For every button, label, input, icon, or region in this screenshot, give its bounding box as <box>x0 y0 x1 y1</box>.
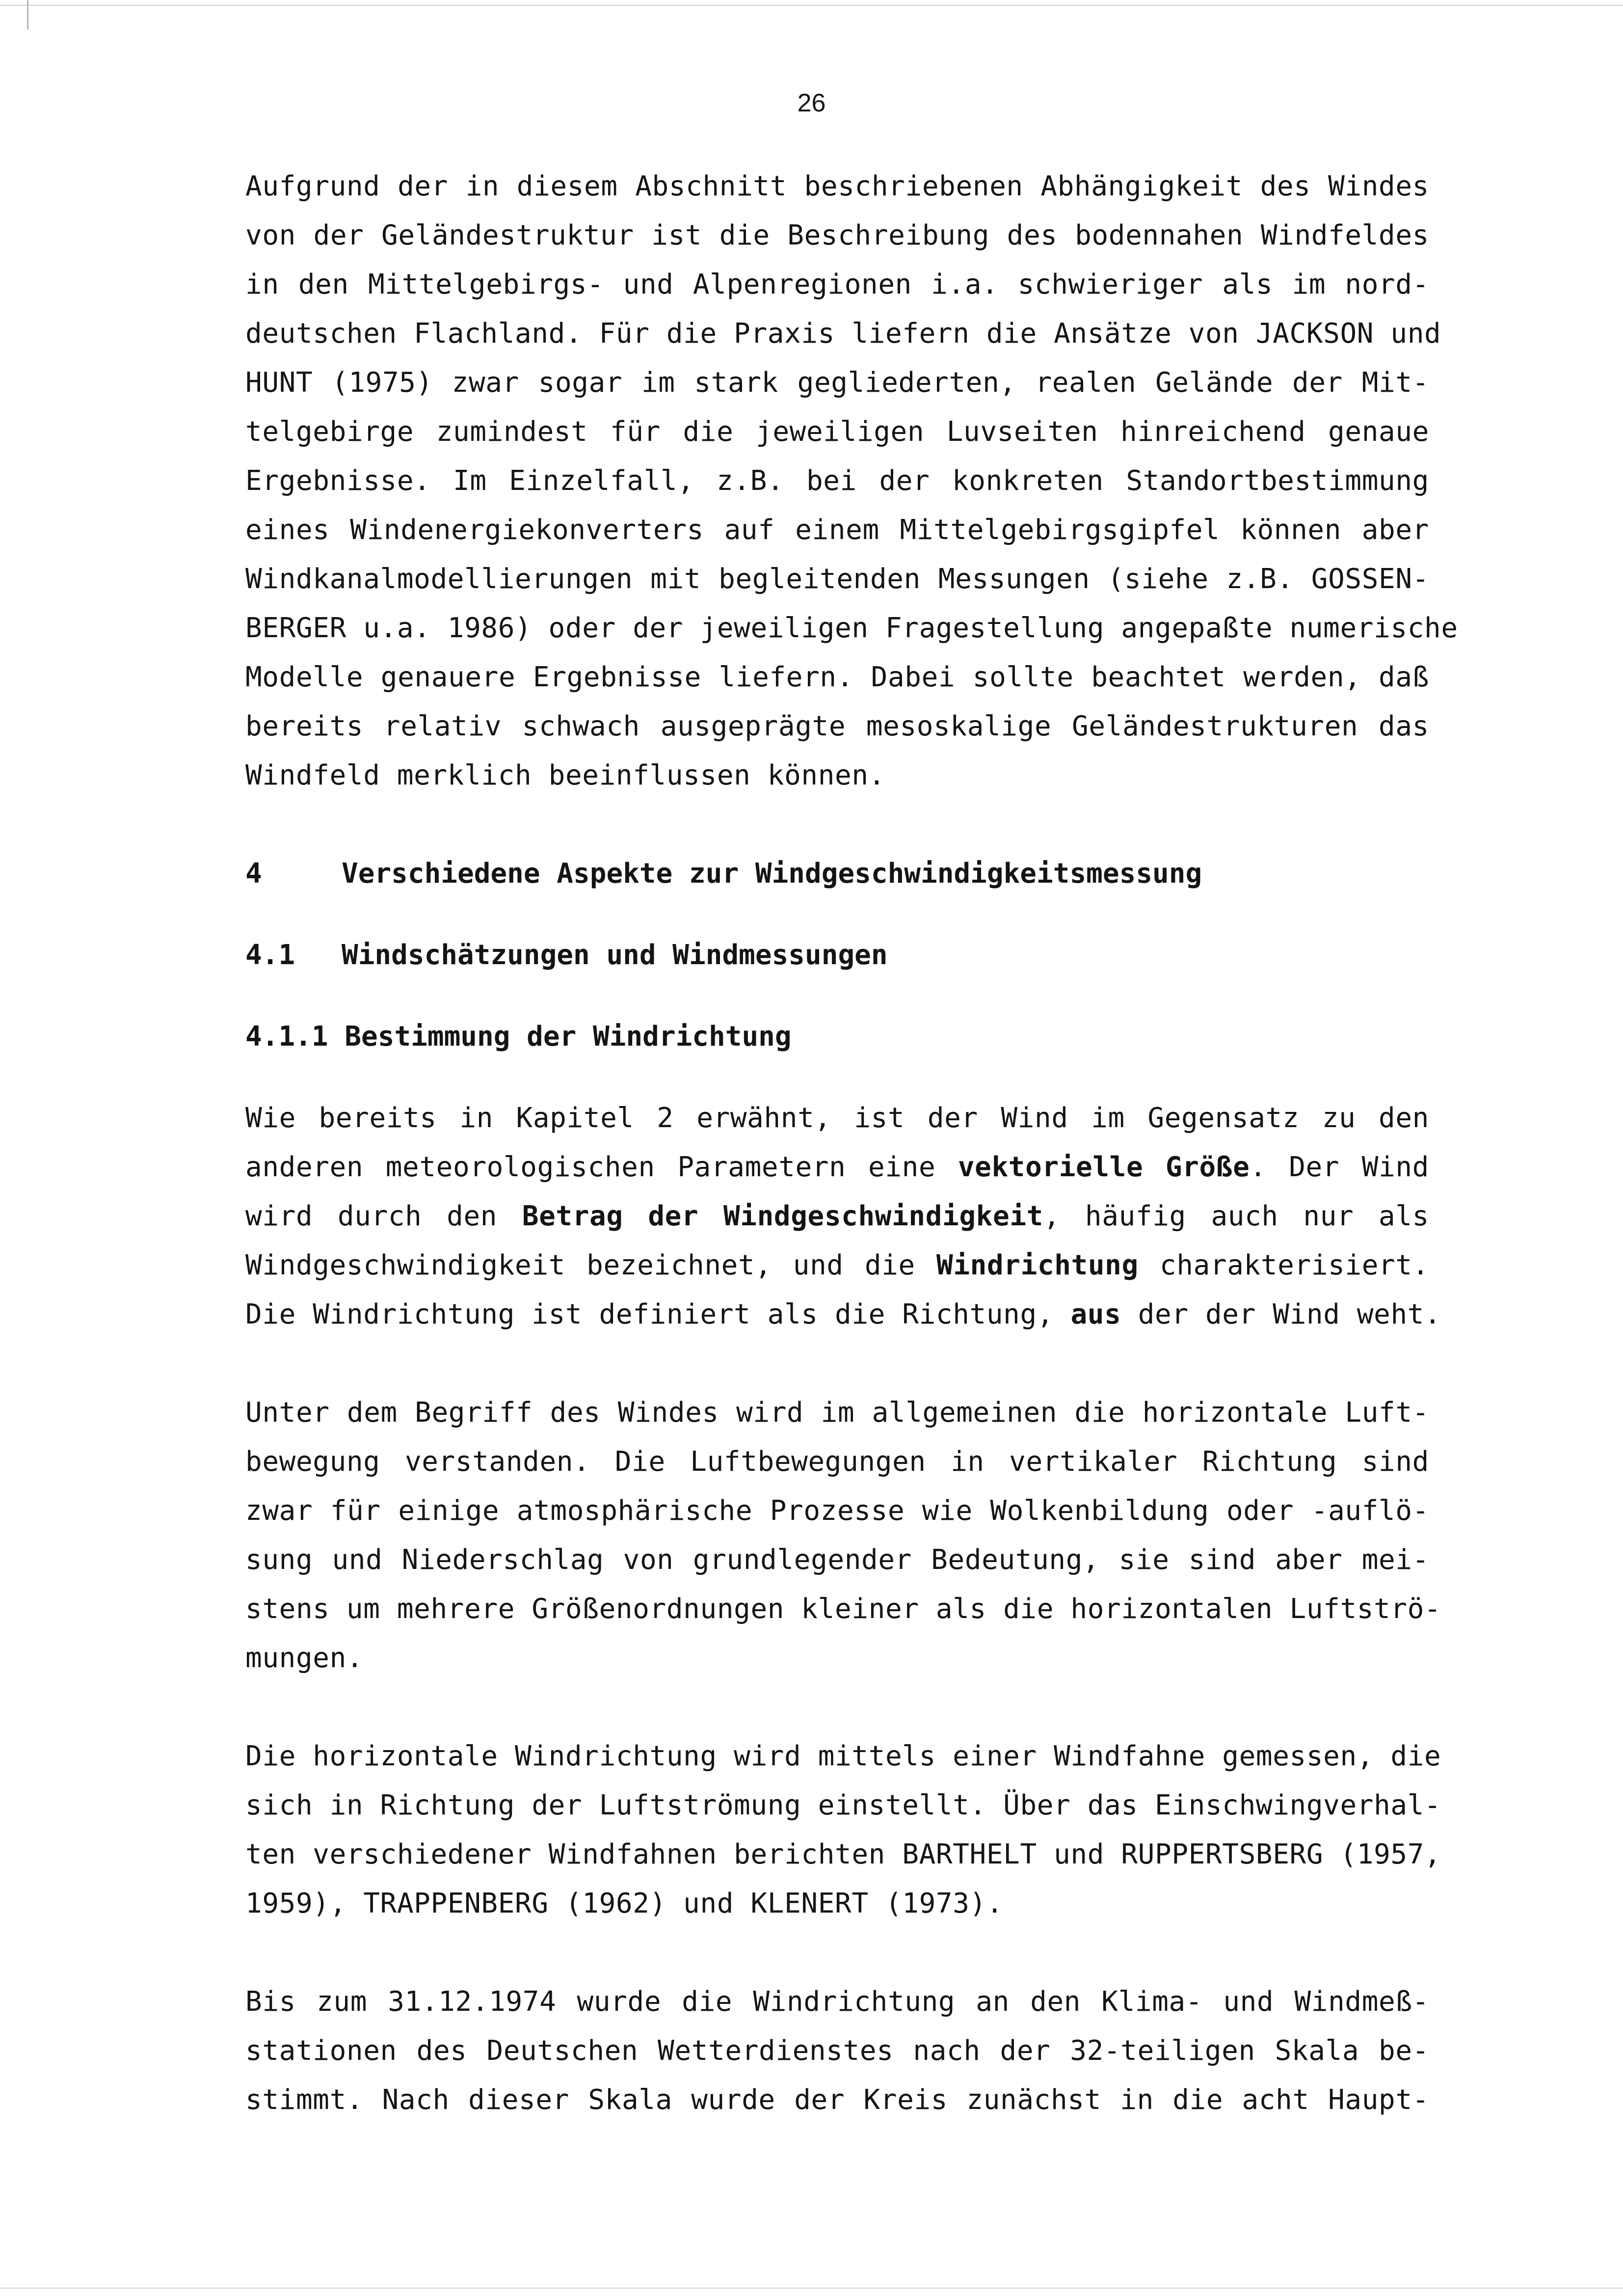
page-number: 26 <box>797 89 826 117</box>
text-line: sich in Richtung der Luftströmung einstellt. Über das Einschwingverhal- <box>245 1789 1441 1821</box>
emphasis-wind-direction: Windrichtung <box>936 1249 1139 1281</box>
text-line <box>245 1241 1429 1290</box>
text-line: Windkanalmodellierungen mit begleitenden Messungen (siehe z.B. GOSSEN- <box>245 563 1429 595</box>
section-heading-4-1-1 <box>245 1012 1429 1061</box>
text-line: bewegung verstanden. Die Luftbewegungen in vertikaler Richtung sind <box>245 1446 1429 1478</box>
emphasis-vector-quantity: vektorielle Größe <box>958 1151 1250 1183</box>
scan-edge-bottom <box>0 2288 1623 2289</box>
text-line: ten verschiedener Windfahnen berichten BARTHELT und RUPPERTSBERG (1957, <box>245 1838 1441 1870</box>
paragraph-32-scale <box>245 1977 1429 2125</box>
text-line: zwar für einige atmosphärische Prozesse wie Wolkenbildung oder -auflö- <box>245 1495 1429 1527</box>
text-line: in den Mittelgebirgs- und Alpenregionen i.a. schwieriger als im nord- <box>245 269 1429 300</box>
scan-edge-left <box>27 0 28 29</box>
paragraph-wind-vector <box>245 1094 1441 1339</box>
text-line: stationen des Deutschen Wetterdienstes nach der 32-teiligen Skala be- <box>245 2035 1429 2067</box>
text-line <box>245 1143 1429 1192</box>
section-number: 4 <box>245 858 262 890</box>
section-title: Bestimmung der Windrichtung <box>345 1021 792 1053</box>
text-line: Windfeld merklich beeinflussen können. <box>245 759 885 791</box>
section-number: 4.1.1 <box>245 1021 328 1053</box>
text-line: mungen. <box>245 1642 364 1674</box>
text-run: der der Wind weht. <box>1138 1298 1441 1330</box>
text-run: charakterisiert. <box>1159 1249 1429 1281</box>
scan-edge-top <box>0 5 1623 6</box>
text-line: Wie bereits in Kapitel 2 erwähnt, ist der Wind im Gegensatz zu den <box>245 1102 1429 1134</box>
text-line: deutschen Flachland. Für die Praxis liefern die Ansätze von JACKSON und <box>245 318 1441 350</box>
text-line: sung und Niederschlag von grundlegender Bedeutung, sie sind aber mei- <box>245 1544 1429 1576</box>
text-line: Modelle genauere Ergebnisse liefern. Dabei sollte beachtet werden, daß <box>245 661 1429 693</box>
paragraph-wind-vane <box>245 1732 1441 1928</box>
page-content <box>245 162 1458 2174</box>
text-run: anderen meteorologischen Parametern eine <box>245 1151 936 1183</box>
text-line <box>245 1290 1441 1339</box>
text-line <box>245 1192 1429 1241</box>
text-run: Die Windrichtung ist definiert als die Richtung, <box>245 1298 1054 1330</box>
text-run: wird durch den <box>245 1200 498 1232</box>
text-line: Ergebnisse. Im Einzelfall, z.B. bei der konkreten Standortbestimmung <box>245 465 1429 497</box>
text-line: stimmt. Nach dieser Skala wurde der Kreis zunächst in die acht Haupt- <box>245 2084 1429 2116</box>
text-run: , häufig auch nur als <box>1043 1200 1429 1232</box>
section-heading-4-1 <box>245 931 1429 980</box>
text-line: von der Geländestruktur ist die Beschreibung des bodennahen Windfeldes <box>245 219 1429 251</box>
text-line: eines Windenergiekonverters auf einem Mittelgebirgsgipfel können aber <box>245 514 1429 546</box>
paragraph-horizontal-motion <box>245 1388 1441 1683</box>
text-run: Windgeschwindigkeit bezeichnet, und die <box>245 1249 915 1281</box>
text-line: 1959), TRAPPENBERG (1962) und KLENERT (1973). <box>245 1888 1004 1919</box>
text-line: telgebirge zumindest für die jeweiligen Luvseiten hinreichend genaue <box>245 416 1429 448</box>
text-line: Unter dem Begriff des Windes wird im allgemeinen die horizontale Luft- <box>245 1397 1429 1429</box>
text-run: . Der Wind <box>1250 1151 1429 1183</box>
text-line: Bis zum 31.12.1974 wurde die Windrichtung an den Klima- und Windmeß- <box>245 1986 1429 2018</box>
section-number: 4.1 <box>245 939 295 971</box>
text-line: Die horizontale Windrichtung wird mittels einer Windfahne gemessen, die <box>245 1740 1441 1772</box>
text-line: bereits relativ schwach ausgeprägte mesoskalige Geländestrukturen das <box>245 710 1429 742</box>
section-title: Windschätzungen und Windmessungen <box>342 939 888 971</box>
text-line: stens um mehrere Größenordnungen kleiner als die horizontalen Luftströ- <box>245 1593 1441 1625</box>
section-title: Verschiedene Aspekte zur Windgeschwindigkeitsmessung <box>342 858 1202 890</box>
text-line: Aufgrund der in diesem Abschnitt beschriebenen Abhängigkeit des Windes <box>245 170 1429 202</box>
emphasis-from: aus <box>1070 1298 1121 1330</box>
text-line: BERGER u.a. 1986) oder der jeweiligen Fragestellung angepaßte numerische <box>245 612 1458 644</box>
text-line: HUNT (1975) zwar sogar im stark gegliederten, realen Gelände der Mit- <box>245 367 1429 399</box>
paragraph-terrain-wind <box>245 162 1458 800</box>
emphasis-wind-speed: Betrag der Windgeschwindigkeit <box>522 1200 1043 1232</box>
section-heading-4 <box>245 849 1429 898</box>
